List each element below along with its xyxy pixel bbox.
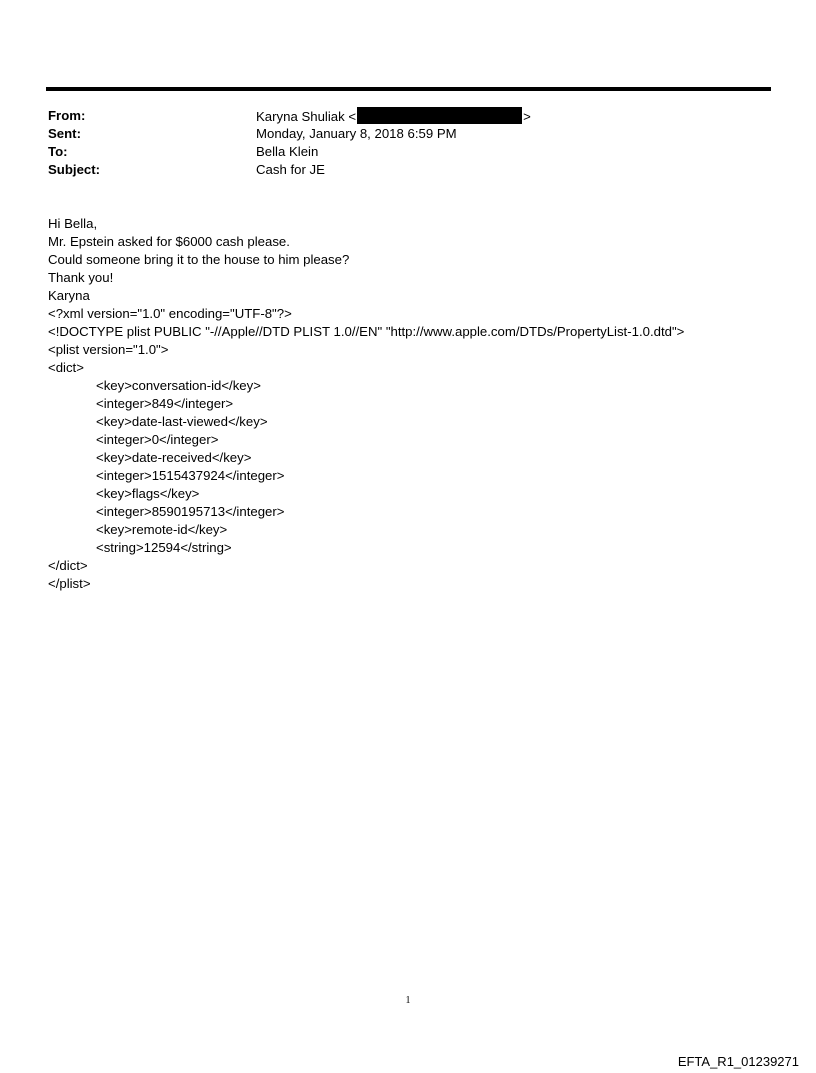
sent-value: Monday, January 8, 2018 6:59 PM bbox=[256, 126, 457, 141]
to-value: Bella Klein bbox=[256, 144, 319, 159]
body-line: <key>remote-id</key> bbox=[96, 522, 228, 537]
subject-label: Subject: bbox=[48, 162, 101, 177]
email-header bbox=[48, 107, 748, 179]
from-close: > bbox=[523, 109, 531, 124]
from-name: Karyna Shuliak < bbox=[256, 109, 357, 124]
body-line: Karyna bbox=[48, 288, 90, 303]
from-value bbox=[256, 107, 531, 126]
email-body bbox=[48, 215, 788, 593]
body-line: <integer>849</integer> bbox=[96, 396, 234, 411]
body-line: <key>conversation-id</key> bbox=[96, 378, 261, 393]
body-line: <integer>8590195713</integer> bbox=[96, 504, 285, 519]
subject-row bbox=[48, 161, 748, 179]
body-line: <key>flags</key> bbox=[96, 486, 200, 501]
sent-label: Sent: bbox=[48, 126, 81, 141]
top-rule bbox=[46, 87, 771, 91]
body-line: <string>12594</string> bbox=[96, 540, 232, 555]
from-label: From: bbox=[48, 108, 86, 123]
body-line: <integer>0</integer> bbox=[96, 432, 219, 447]
body-line: Could someone bring it to the house to him please? bbox=[48, 252, 350, 267]
body-line: <?xml version="1.0" encoding="UTF-8"?> bbox=[48, 306, 292, 321]
to-label: To: bbox=[48, 144, 68, 159]
body-line: <integer>1515437924</integer> bbox=[96, 468, 285, 483]
body-line: <plist version="1.0"> bbox=[48, 342, 169, 357]
body-line: <!DOCTYPE plist PUBLIC "-//Apple//DTD PLIST 1.0//EN" "http://www.apple.com/DTDs/PropertyList-1.0.dtd"> bbox=[48, 324, 685, 339]
body-line: <dict> bbox=[48, 360, 84, 375]
body-line: <key>date-last-viewed</key> bbox=[96, 414, 268, 429]
body-line: Mr. Epstein asked for $6000 cash please. bbox=[48, 234, 290, 249]
page-number: 1 bbox=[405, 995, 411, 1006]
to-row bbox=[48, 143, 748, 161]
bates-number: EFTA_R1_01239271 bbox=[677, 1054, 799, 1069]
body-line: <key>date-received</key> bbox=[96, 450, 252, 465]
redaction-bar bbox=[357, 107, 522, 124]
body-line: Hi Bella, bbox=[48, 216, 98, 231]
sent-row bbox=[48, 125, 748, 143]
body-line: </plist> bbox=[48, 576, 91, 591]
from-row bbox=[48, 107, 748, 125]
body-line: </dict> bbox=[48, 558, 88, 573]
subject-value: Cash for JE bbox=[256, 162, 325, 177]
body-line: Thank you! bbox=[48, 270, 114, 285]
